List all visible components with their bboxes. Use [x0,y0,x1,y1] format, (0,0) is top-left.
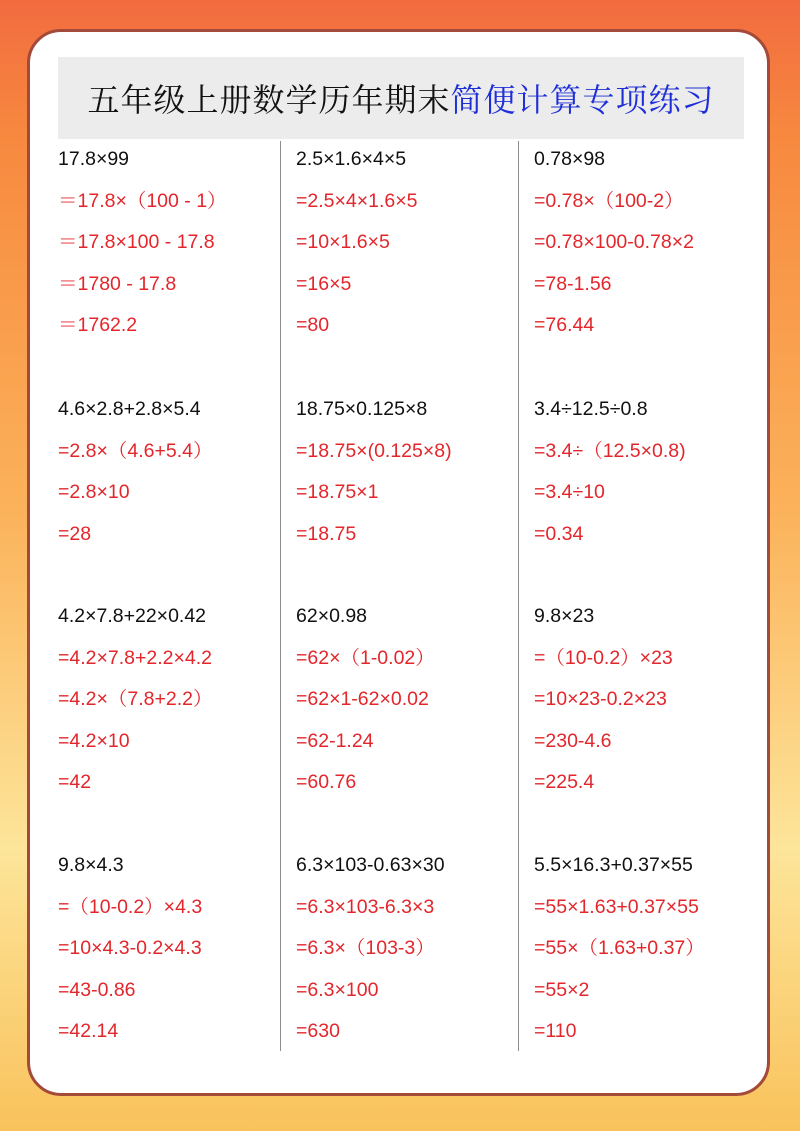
solution-step: =110 [534,1020,577,1042]
problem-question: 18.75×0.125×8 [296,398,428,420]
problem-5 [296,389,452,555]
solution-step: =18.75×1 [296,481,379,503]
solution-step: =28 [58,522,92,545]
title-black-part: 五年级上册数学历年期末 [87,82,451,118]
problem-question: 4.2×7.8+22×0.42 [58,605,207,627]
solution-step: =4.2×7.8+2.2×4.2 [58,646,212,669]
solution-step: =3.4÷10 [534,481,605,503]
problem-11 [296,845,445,1053]
solution-step: =18.75×(0.125×8) [296,439,452,462]
solution-step: =10×4.3-0.2×4.3 [58,937,202,959]
solution-step: =43-0.86 [58,978,136,1001]
page-title [58,57,744,139]
problem-question: 2.5×1.6×4×5 [296,148,407,170]
solution-step: =62-1.24 [296,729,374,752]
problem-question: 0.78×98 [534,148,606,170]
solution-step: =10×1.6×5 [296,231,390,253]
solution-step: =（10-0.2）×23 [534,646,673,669]
problem-8 [296,596,435,804]
solution-step: =630 [296,1020,340,1042]
solution-step: =55×（1.63+0.37） [534,937,705,959]
solution-step: =0.34 [534,522,584,545]
problem-9 [534,596,673,804]
problem-10 [58,845,202,1053]
solution-step: =0.78×（100-2） [534,189,684,212]
solution-step: =42 [58,771,92,793]
column-divider-left [280,141,281,1051]
solution-step: ＝17.8×（100 - 1） [58,189,227,212]
solution-step: =78-1.56 [534,272,612,295]
title-blue-part: 简便计算专项练习 [450,82,715,118]
solution-step: =6.3×100 [296,978,379,1001]
solution-step: ＝17.8×100 - 17.8 [58,231,215,253]
problem-question: 9.8×23 [534,605,595,627]
problem-2 [296,139,417,347]
solution-step: =55×1.63+0.37×55 [534,895,699,918]
solution-step: =（10-0.2）×4.3 [58,895,203,918]
solution-step: =16×5 [296,272,352,295]
problem-question: 17.8×99 [58,148,130,170]
solution-step: =2.8×10 [58,481,130,503]
solution-step: =76.44 [534,314,595,336]
solution-step: =2.8×（4.6+5.4） [58,439,213,462]
problem-question: 4.6×2.8+2.8×5.4 [58,398,201,420]
solution-step: =10×23-0.2×23 [534,688,667,710]
column-divider-right [518,141,519,1051]
problem-question: 62×0.98 [296,605,368,627]
problem-question: 5.5×16.3+0.37×55 [534,854,693,876]
solution-step: =2.5×4×1.6×5 [296,189,418,212]
solution-step: =55×2 [534,978,590,1001]
problem-1 [58,139,227,347]
solution-step: ＝1780 - 17.8 [58,272,177,295]
solution-step: =62×1-62×0.02 [296,688,429,710]
solution-step: =6.3×103-6.3×3 [296,895,435,918]
solution-step: =42.14 [58,1020,119,1042]
solution-step: =4.2×10 [58,729,130,752]
solution-step: =80 [296,314,330,336]
solution-step: =6.3×（103-3） [296,937,435,959]
problem-3 [534,139,694,347]
solution-step: =3.4÷（12.5×0.8) [534,439,686,462]
solution-step: =225.4 [534,771,595,793]
problem-6 [534,389,686,555]
solution-step: =18.75 [296,522,357,545]
problem-question: 3.4÷12.5÷0.8 [534,398,648,420]
problem-12 [534,845,705,1053]
solution-step: =60.76 [296,771,357,793]
problem-question: 6.3×103-0.63×30 [296,854,445,876]
solution-step: =0.78×100-0.78×2 [534,231,694,253]
problem-question: 9.8×4.3 [58,854,124,876]
solution-step: ＝1762.2 [58,314,138,336]
problem-7 [58,596,213,804]
solution-step: =4.2×（7.8+2.2） [58,688,213,710]
problem-4 [58,389,213,555]
solution-step: =230-4.6 [534,729,612,752]
solution-step: =62×（1-0.02） [296,646,435,669]
